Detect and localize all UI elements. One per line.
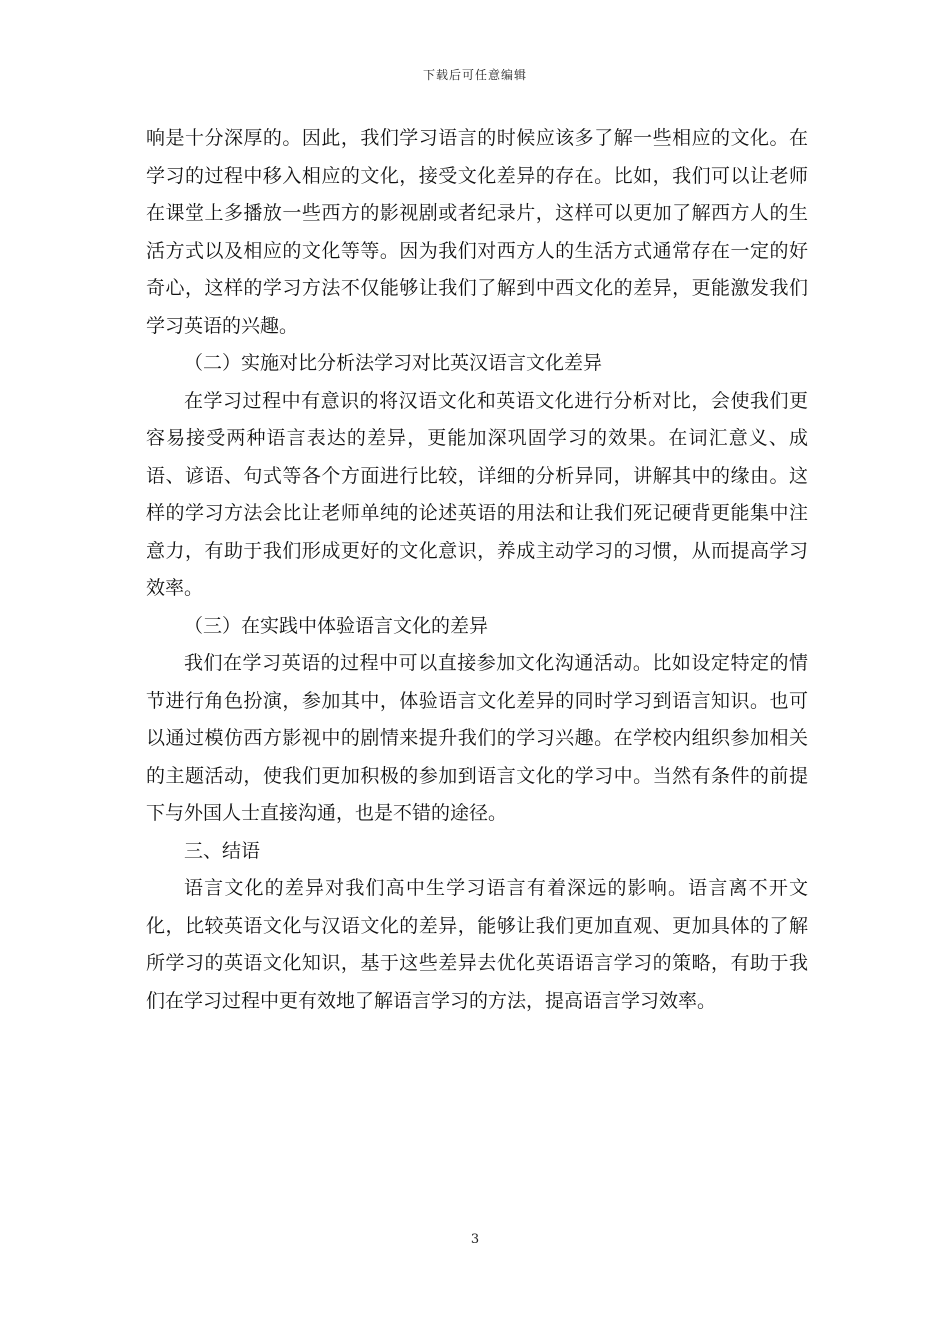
conclusion-heading: 三、结语 (184, 839, 261, 862)
paragraph-contrastive-analysis: 在学习过程中有意识的将汉语文化和英语文化进行分析对比，会使我们更容易接受两种语言表达的差异，更能加深巩固学习的效果。在词汇意义、成语、谚语、句式等各个方面进行比较，详细的分析异同，讲解其中的缘由。这样的学习方法会比让老师单纯的论述英语的用法和让我们死记硬背更能集中注意力，有助于我们形成更好的文化意识，养成主动学习的习惯，从而提高学习效率。 (146, 389, 808, 599)
paragraph-practice: 我们在学习英语的过程中可以直接参加文化沟通活动。比如设定特定的情节进行角色扮演，参加其中，体验语言文化差异的同时学习到语言知识。也可以通过模仿西方影视中的剧情来提升我们的学习兴趣。在学校内组织参加相关的主题活动，使我们更加积极的参加到语言文化的学习中。当然有条件的前提下与外国人士直接沟通，也是不错的途径。 (146, 652, 808, 824)
section-heading-2: （二）实施对比分析法学习对比英汉语言文化差异 (184, 352, 603, 374)
paragraph-continuation: 响是十分深厚的。因此，我们学习语言的时候应该多了解一些相应的文化。在学习的过程中移入相应的文化，接受文化差异的存在。比如，我们可以让老师在课堂上多播放一些西方的影视剧或者纪录片，这样可以更加了解西方人的生活方式以及相应的文化等等。因为我们对西方人的生活方式通常存在一定的好奇心，这样的学习方法不仅能够让我们了解到中西文化的差异，更能激发我们学习英语的兴趣。 (146, 127, 808, 337)
paragraph-conclusion: 语言文化的差异对我们高中生学习语言有着深远的影响。语言离不开文化，比较英语文化与汉语文化的差异，能够让我们更加直观、更加具体的了解所学习的英语文化知识，基于这些差异去优化英语语言学习的策略，有助于我们在学习过程中更有效地了解语言学习的方法，提高语言学习效率。 (146, 877, 808, 1012)
page-header: 下载后可任意编辑 (422, 68, 527, 82)
section-heading-3: （三）在实践中体验语言文化的差异 (184, 614, 489, 637)
document-body (146, 120, 808, 1020)
page-number: 3 (470, 1232, 480, 1247)
